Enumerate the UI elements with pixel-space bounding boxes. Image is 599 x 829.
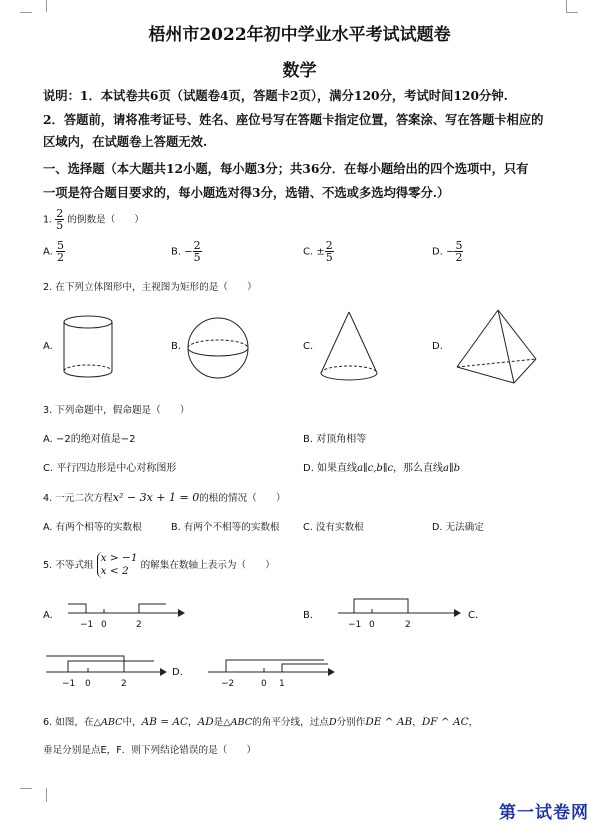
tick-label: −2 (221, 679, 235, 689)
q4-option-d: D. 无法确定 (432, 522, 484, 533)
question-text: ， (188, 717, 198, 728)
math-expression: △ABC (93, 717, 123, 728)
fraction (56, 240, 65, 263)
q5-option-b-label: B. (303, 610, 314, 621)
fraction-denominator: 2 (57, 251, 65, 264)
question-5-stem (43, 552, 275, 578)
question-text: 的解集在数轴上表示为（ ） (140, 560, 275, 571)
number-line-c (44, 652, 168, 692)
math-expression: AB = AC (141, 716, 189, 728)
question-text: 中， (122, 717, 142, 728)
math-sign: − (446, 246, 455, 258)
tick-label: 2 (405, 620, 411, 630)
fraction (325, 240, 334, 263)
number-line-a (66, 597, 186, 633)
cone-icon (318, 309, 380, 385)
question-text: 4. 一元二次方程 (43, 493, 113, 504)
q1-option-d (432, 240, 463, 263)
tick-label: −1 (80, 620, 94, 630)
q2-option-c-label: C. (303, 341, 314, 352)
question-text: 分别作 (336, 717, 366, 728)
tick-label: 0 (85, 679, 91, 689)
q2-option-b-label: B. (171, 341, 182, 352)
question-text: 的倒数是（ ） (67, 214, 145, 226)
option-label: D. (432, 246, 443, 258)
question-text: ， (468, 717, 479, 728)
inequality-system (97, 552, 138, 578)
fraction-numerator: 2 (325, 239, 333, 252)
question-text: 的角平分线，过点 (252, 717, 329, 728)
q5-option-c-label: C. (468, 610, 479, 621)
tick-label: 0 (101, 620, 107, 630)
option-text: D. 如果直线 (303, 463, 358, 474)
q3-option-a: A. −2的绝对值是−2 (43, 434, 136, 445)
question-text: 6. 如图，在 (43, 717, 94, 728)
q3-option-c: C. 平行四边形是中心对称图形 (43, 463, 177, 474)
option-label: C. (303, 246, 314, 258)
fraction-numerator: 2 (193, 239, 201, 252)
tetrahedron-icon (454, 307, 540, 387)
q1-option-a (43, 240, 65, 263)
crop-mark (566, 12, 578, 13)
crop-mark (32, 0, 47, 12)
tick-label: −1 (62, 679, 76, 689)
tick-label: 2 (136, 620, 142, 630)
exam-title: 梧州市2022年初中学业水平考试试题卷 (148, 25, 451, 45)
question-1-stem (43, 208, 144, 231)
q2-option-a-label: A. (43, 341, 53, 352)
tick-label: 0 (261, 679, 267, 689)
crop-mark (20, 12, 32, 13)
inequality: x < 2 (100, 565, 129, 577)
q1-option-c (303, 240, 334, 263)
question-number: 1. (43, 214, 53, 226)
fraction-numerator: 5 (57, 239, 65, 252)
fraction (454, 240, 463, 263)
site-logo: 第一试卷网 (499, 803, 589, 823)
fraction-numerator: 5 (455, 239, 463, 252)
fraction-denominator: 5 (193, 251, 201, 264)
q3-option-d (303, 459, 460, 474)
fraction (55, 208, 64, 231)
math-expression: DE ^ AB (365, 716, 413, 728)
q5-option-d-label: D. (172, 667, 183, 678)
question-3-stem: 3. 下列命题中，假命题是（ ） (43, 405, 190, 416)
fraction-numerator: 2 (56, 207, 64, 220)
math-expression: D (328, 717, 337, 728)
math-equation: x² − 3x + 1 = 0 (112, 491, 200, 504)
math-sign: ± (316, 246, 325, 258)
q4-option-c: C. 没有实数根 (303, 522, 364, 533)
question-text: 5. 不等式组 (43, 560, 94, 571)
exam-subject: 数学 (282, 61, 317, 81)
q2-option-d-label: D. (432, 341, 443, 352)
fraction-denominator: 5 (56, 219, 64, 232)
question-4-stem (43, 490, 286, 504)
option-label: A. (43, 246, 53, 258)
math-expression: a∥b (443, 463, 461, 474)
q5-option-a-label: A. (43, 610, 53, 621)
inequality: x > −1 (100, 552, 138, 564)
instruction-line-3: 区域内，在试题卷上答题无效. (43, 134, 208, 149)
math-expression: △ABC (223, 717, 253, 728)
cylinder-icon (58, 313, 120, 383)
tick-label: −1 (348, 620, 362, 630)
math-expression: DF ^ AC (421, 716, 469, 728)
section-heading-line-2: 一项是符合题目要求的，每小题选对得3分，选错、不选或多选均得零分.） (43, 185, 450, 200)
q1-option-b (171, 240, 202, 263)
fraction-denominator: 5 (325, 251, 333, 264)
option-text: ，那么直线 (393, 463, 444, 474)
math-expression: AD (197, 716, 214, 728)
q4-option-a: A. 有两个相等的实数根 (43, 522, 142, 533)
math-expression: a∥c,b∥c (357, 463, 394, 474)
number-line-b (336, 593, 462, 633)
question-text: 是 (213, 717, 224, 728)
math-sign: − (184, 246, 193, 258)
section-heading-line-1: 一、选择题（本大题共12小题，每小题3分；共36分．在每小题给出的四个选项中，只有 (43, 161, 529, 176)
q4-option-b: B. 有两个不相等的实数根 (171, 522, 280, 533)
question-text: ， (412, 717, 422, 728)
option-label: B. (171, 246, 182, 258)
tick-label: 1 (279, 679, 285, 689)
tick-label: 2 (121, 679, 127, 689)
question-2-stem: 2. 在下列立体图形中，主视图为矩形的是（ ） (43, 282, 257, 293)
question-text: 的根的情况（ ） (199, 493, 286, 504)
number-line-d (206, 654, 336, 692)
instruction-line-2: 2．答题前，请将准考证号、姓名、座位号写在答题卡指定位置，答案涂、写在答题卡相应的 (43, 112, 544, 127)
tick-label: 0 (369, 620, 375, 630)
fraction-denominator: 2 (455, 251, 463, 264)
question-6-line-1 (43, 714, 478, 728)
crop-mark (566, 0, 581, 12)
instruction-line-1: 说明：1．本试卷共6页（试题卷4页，答题卡2页），满分120分，考试时间120分钟. (43, 88, 508, 103)
question-6-line-2: 垂足分别是点E，F．则下列结论错误的是（ ） (43, 745, 257, 756)
crop-mark (20, 788, 32, 789)
crop-mark (32, 788, 47, 802)
q3-option-b: B. 对顶角相等 (303, 434, 367, 445)
sphere-icon (186, 315, 252, 381)
fraction (193, 240, 202, 263)
